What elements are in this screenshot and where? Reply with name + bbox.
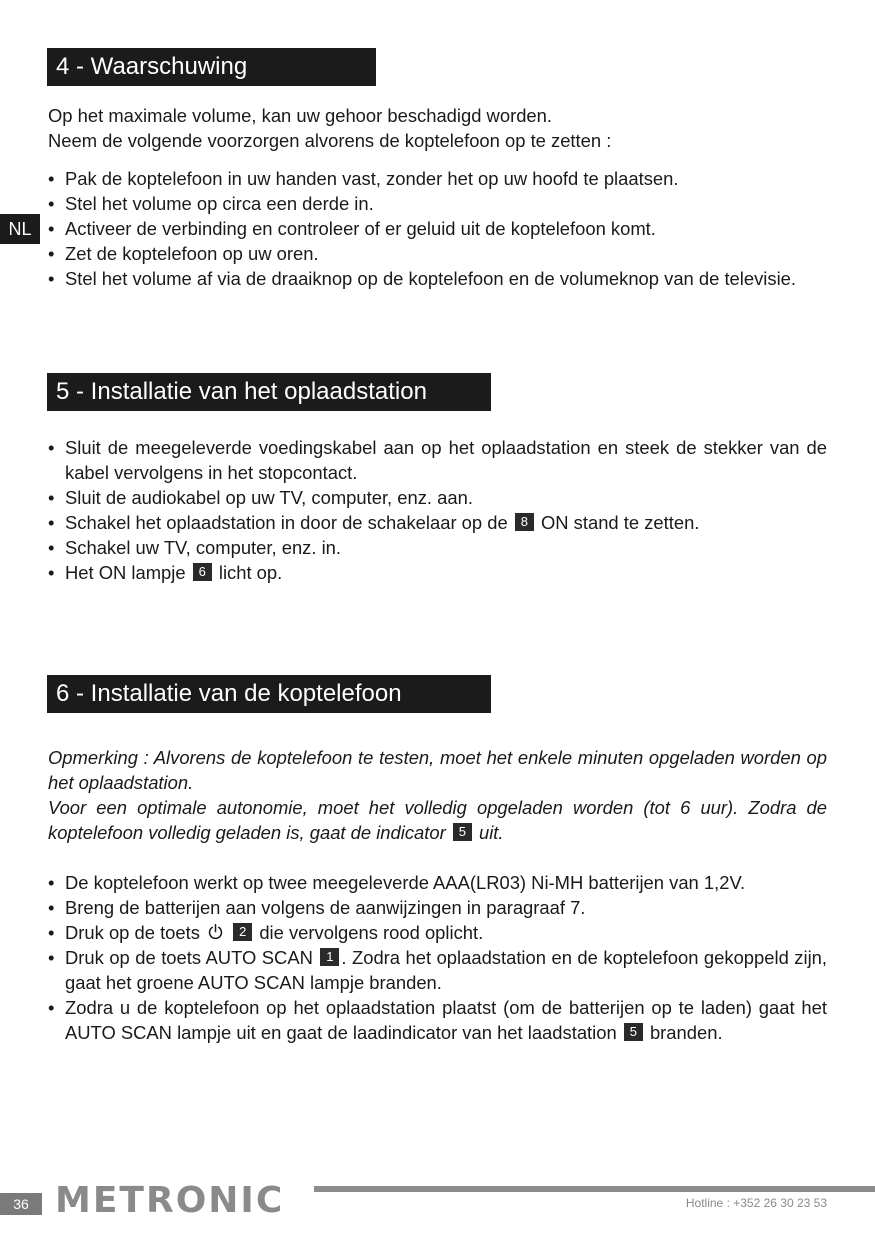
list-text: Zodra u de koptelefoon op het oplaadstation plaatst (om de batterijen op te laden) gaat het AUTO SCAN lampje uit en gaat de laadindicator van het laadstation <box>65 997 827 1043</box>
list-text: Schakel het oplaadstation in door de schakelaar op de <box>65 512 508 533</box>
reference-badge: 6 <box>193 563 212 581</box>
list-text: Het ON lampje <box>65 562 186 583</box>
footer-divider <box>314 1186 875 1192</box>
section-5-list <box>48 435 827 585</box>
list-text: ON stand te zetten. <box>540 512 700 533</box>
power-icon <box>207 923 224 940</box>
list-item <box>48 945 827 995</box>
reference-badge: 5 <box>453 823 472 841</box>
list-text: licht op. <box>218 562 283 583</box>
list-text: Druk op de toets AUTO SCAN <box>65 947 313 968</box>
list-item <box>48 560 827 585</box>
list-item: • Breng de batterijen aan volgens de aanwijzingen in paragraaf 7. <box>48 895 827 920</box>
intro-line: Neem de volgende voorzorgen alvorens de koptelefoon op te zetten : <box>48 130 612 151</box>
list-item <box>48 920 827 945</box>
list-item: • Sluit de meegeleverde voedingskabel aan op het oplaadstation en steek de stekker van de kabel vervolgens in het stopcontact. <box>48 435 827 485</box>
list-item <box>48 510 827 535</box>
list-item: • Activeer de verbinding en controleer of er geluid uit de koptelefoon komt. <box>48 216 827 241</box>
list-item: • Schakel uw TV, computer, enz. in. <box>48 535 827 560</box>
page-number: 36 <box>0 1193 42 1215</box>
reference-badge: 2 <box>233 923 252 941</box>
section-4-intro <box>48 103 827 153</box>
reference-badge: 1 <box>320 948 339 966</box>
note-text: uit. <box>478 822 504 843</box>
list-item: • De koptelefoon werkt op twee meegeleverde AAA(LR03) Ni-MH batterijen van 1,2V. <box>48 870 827 895</box>
list-item: • Stel het volume af via de draaiknop op de koptelefoon en de volumeknop van de televisie. <box>48 266 827 291</box>
note-text: Voor een optimale autonomie, moet het volledig opgeladen worden (tot 6 uur). Zodra de koptelefoon volledig geladen is, gaat de indicator <box>48 797 827 843</box>
section-5-title: 5 - Installatie van het oplaadstation <box>47 373 491 411</box>
section-6-note-2 <box>48 795 827 845</box>
brand-logo: METRONIC <box>55 1180 285 1221</box>
section-6-note-1: Opmerking : Alvorens de koptelefoon te testen, moet het enkele minuten opgeladen worden op het oplaadstation. <box>48 747 827 793</box>
language-tab: NL <box>0 214 40 244</box>
list-text: branden. <box>649 1022 723 1043</box>
reference-badge: 5 <box>624 1023 643 1041</box>
section-4-title: 4 - Waarschuwing <box>47 48 376 86</box>
list-text: . Zodra het oplaadstation en de koptelefoon gekoppeld zijn, gaat het groene AUTO SCAN lampje branden. <box>65 947 828 993</box>
hotline-text: Hotline : +352 26 30 23 53 <box>685 1196 827 1210</box>
intro-line: Op het maximale volume, kan uw gehoor beschadigd worden. <box>48 105 552 126</box>
list-item: • Pak de koptelefoon in uw handen vast, zonder het op uw hoofd te plaatsen. <box>48 166 827 191</box>
section-6-list <box>48 870 827 1045</box>
reference-badge: 8 <box>515 513 534 531</box>
list-item: • Zet de koptelefoon op uw oren. <box>48 241 827 266</box>
section-6-title: 6 - Installatie van de koptelefoon <box>47 675 491 713</box>
list-item: • Sluit de audiokabel op uw TV, computer, enz. aan. <box>48 485 827 510</box>
list-item <box>48 995 827 1045</box>
list-item: • Stel het volume op circa een derde in. <box>48 191 827 216</box>
section-4-list <box>48 166 827 291</box>
list-text: die vervolgens rood oplicht. <box>259 922 484 943</box>
list-text: Druk op de toets <box>65 922 200 943</box>
